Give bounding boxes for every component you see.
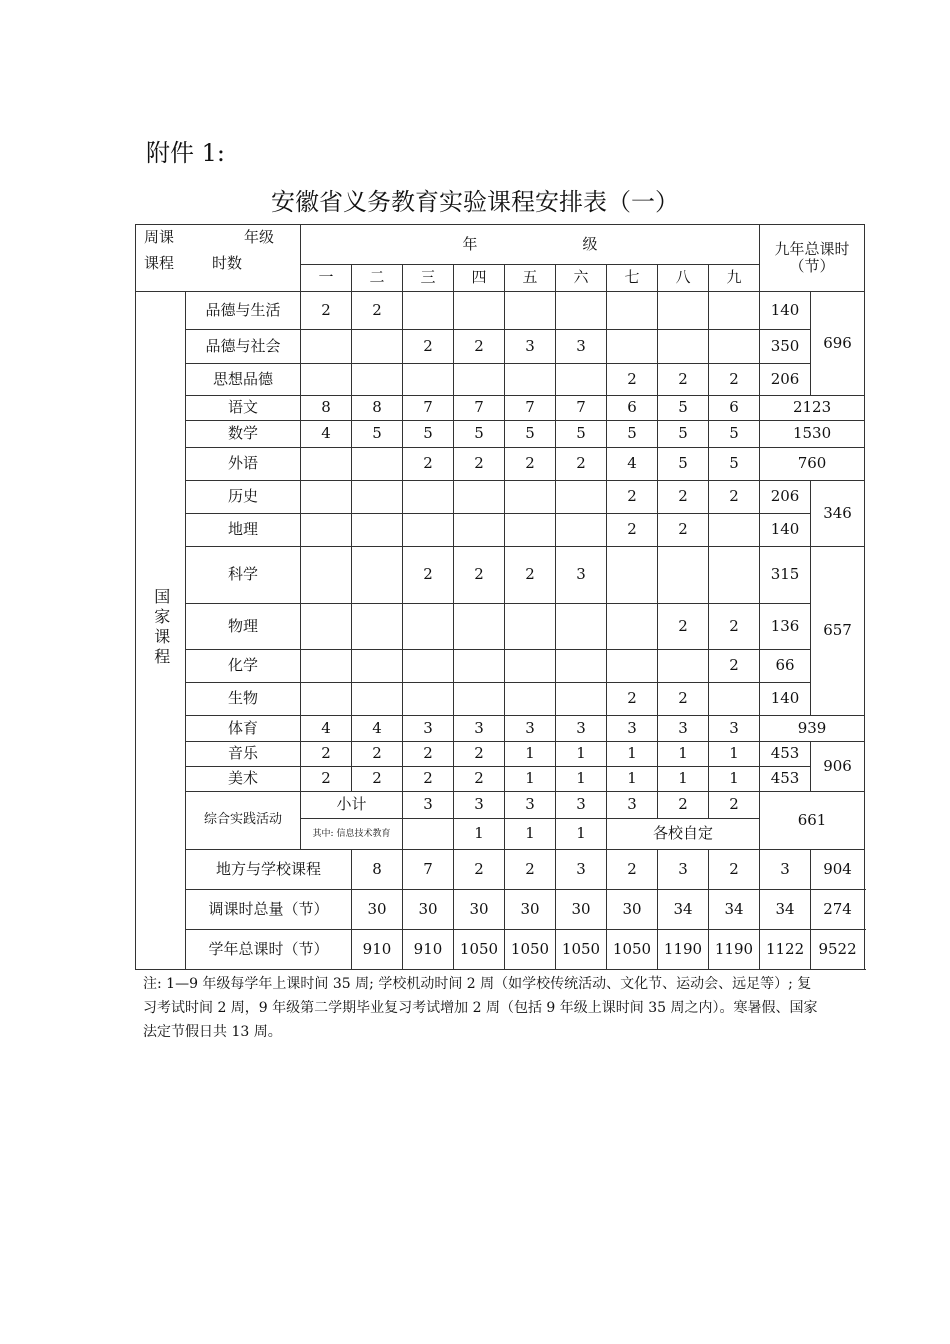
corner-zhouke: 周课 (144, 228, 175, 246)
course-total: 206 (760, 481, 811, 514)
table-row: 历史 2 2 2 206 346 (136, 481, 865, 514)
course-total: 9522 (811, 930, 865, 970)
course-total: 1530 (760, 421, 865, 448)
group-total: 657 (811, 547, 865, 716)
course-total: 904 (811, 850, 865, 890)
grade-cell: 九 (709, 265, 760, 292)
course-name: 科学 (186, 547, 301, 604)
corner-nianji: 年级 (244, 228, 275, 246)
grade-cell: 五 (505, 265, 556, 292)
course-total: 315 (760, 547, 811, 604)
corner-kecheng: 课程 (144, 254, 175, 272)
course-name: 品德与生活 (186, 292, 301, 330)
course-total: 939 (760, 716, 865, 742)
course-name: 体育 (186, 716, 301, 742)
grade-cell: 二 (352, 265, 403, 292)
course-name: 综合实践活动 (186, 792, 301, 850)
table-row: 美术 2 2 2 2 1 1 1 1 1 453 (136, 767, 865, 792)
table-row: 物理 2 2 136 (136, 604, 865, 650)
document-title: 安徽省义务教育实验课程安排表（一） (271, 188, 679, 216)
header-corner (136, 225, 301, 292)
table-row: 国家课程 品德与生活 2 2 140 696 (136, 292, 865, 330)
table-row: 思想品德 2 2 2 206 (136, 364, 865, 396)
course-name: 地方与学校课程 (186, 850, 352, 890)
group-total: 906 (811, 742, 865, 792)
course-name: 音乐 (186, 742, 301, 767)
course-total: 140 (760, 514, 811, 547)
course-total: 274 (811, 890, 865, 930)
course-name: 生物 (186, 683, 301, 716)
group-total: 346 (811, 481, 865, 547)
grade-cell: 三 (403, 265, 454, 292)
course-total: 661 (760, 792, 865, 850)
course-name: 历史 (186, 481, 301, 514)
total-header: 九年总课时 （节） (760, 225, 865, 292)
grade-cell: 一 (301, 265, 352, 292)
grade-cell: 六 (556, 265, 607, 292)
table-row: 科学 2 2 2 3 315 657 (136, 547, 865, 604)
table-row: 语文 8 8 7 7 7 7 6 5 6 2123 (136, 396, 865, 421)
course-total: 136 (760, 604, 811, 650)
course-name: 调课时总量（节） (186, 890, 352, 930)
curriculum-table (135, 224, 865, 970)
table-row: 地方与学校课程 8 7 2 2 3 2 3 2 3 904 (136, 850, 865, 890)
course-name: 物理 (186, 604, 301, 650)
grade-cell: 七 (607, 265, 658, 292)
table-row: 体育 4 4 3 3 3 3 3 3 3 939 (136, 716, 865, 742)
course-name: 思想品德 (186, 364, 301, 396)
footnote: 注: 1—9 年级每学年上课时间 35 周; 学校机动时间 2 周（如学校传统活动、文化节、运动会、远足等）; 复习考试时间 2 周，9 年级第二学期毕业复习考试增加 2 周（包括 9 年级上课时间 35 周之内）。寒暑假、国家法定节假日共 13 周。 (143, 976, 818, 1040)
corner-shishu: 时数 (212, 254, 243, 272)
course-total: 350 (760, 330, 811, 364)
course-total: 140 (760, 292, 811, 330)
info-tech-label: 其中: 信息技术教育 (301, 819, 403, 850)
course-total: 760 (760, 448, 865, 481)
table-row: 品德与社会 2 2 3 3 350 (136, 330, 865, 364)
course-total: 140 (760, 683, 811, 716)
course-name: 品德与社会 (186, 330, 301, 364)
national-course-label: 国家课程 (136, 292, 186, 970)
grade-cell: 八 (658, 265, 709, 292)
table-row: 综合实践活动 小计 3 3 3 3 3 2 2 661 (136, 792, 865, 819)
table-row: 生物 2 2 140 (136, 683, 865, 716)
course-total: 66 (760, 650, 811, 683)
course-name: 数学 (186, 421, 301, 448)
subtotal-label: 小计 (301, 792, 403, 819)
course-total: 453 (760, 767, 811, 792)
grade-header: 年 级 (301, 225, 760, 265)
table-row: 地理 2 2 140 (136, 514, 865, 547)
course-name: 美术 (186, 767, 301, 792)
attachment-label: 附件 1: (146, 139, 225, 167)
table-row: 化学 2 66 (136, 650, 865, 683)
grade-cell: 四 (454, 265, 505, 292)
table-row: 外语 2 2 2 2 4 5 5 760 (136, 448, 865, 481)
table-row: 调课时总量（节） 30 30 30 30 30 30 34 34 34 274 (136, 890, 865, 930)
table-row: 其中: 信息技术教育 1 1 1 各校自定 (136, 819, 865, 850)
group-total: 696 (811, 292, 865, 396)
course-name: 化学 (186, 650, 301, 683)
table-row: 音乐 2 2 2 2 1 1 1 1 1 453 906 (136, 742, 865, 767)
self-determined: 各校自定 (607, 819, 760, 850)
course-total: 2123 (760, 396, 865, 421)
course-name: 学年总课时（节） (186, 930, 352, 970)
course-name: 语文 (186, 396, 301, 421)
course-name: 外语 (186, 448, 301, 481)
course-total: 453 (760, 742, 811, 767)
course-name: 地理 (186, 514, 301, 547)
course-total: 206 (760, 364, 811, 396)
table-row: 数学 4 5 5 5 5 5 5 5 5 1530 (136, 421, 865, 448)
table-row: 学年总课时（节） 910 910 1050 1050 1050 1050 1190 1190 1122 9522 (136, 930, 865, 970)
